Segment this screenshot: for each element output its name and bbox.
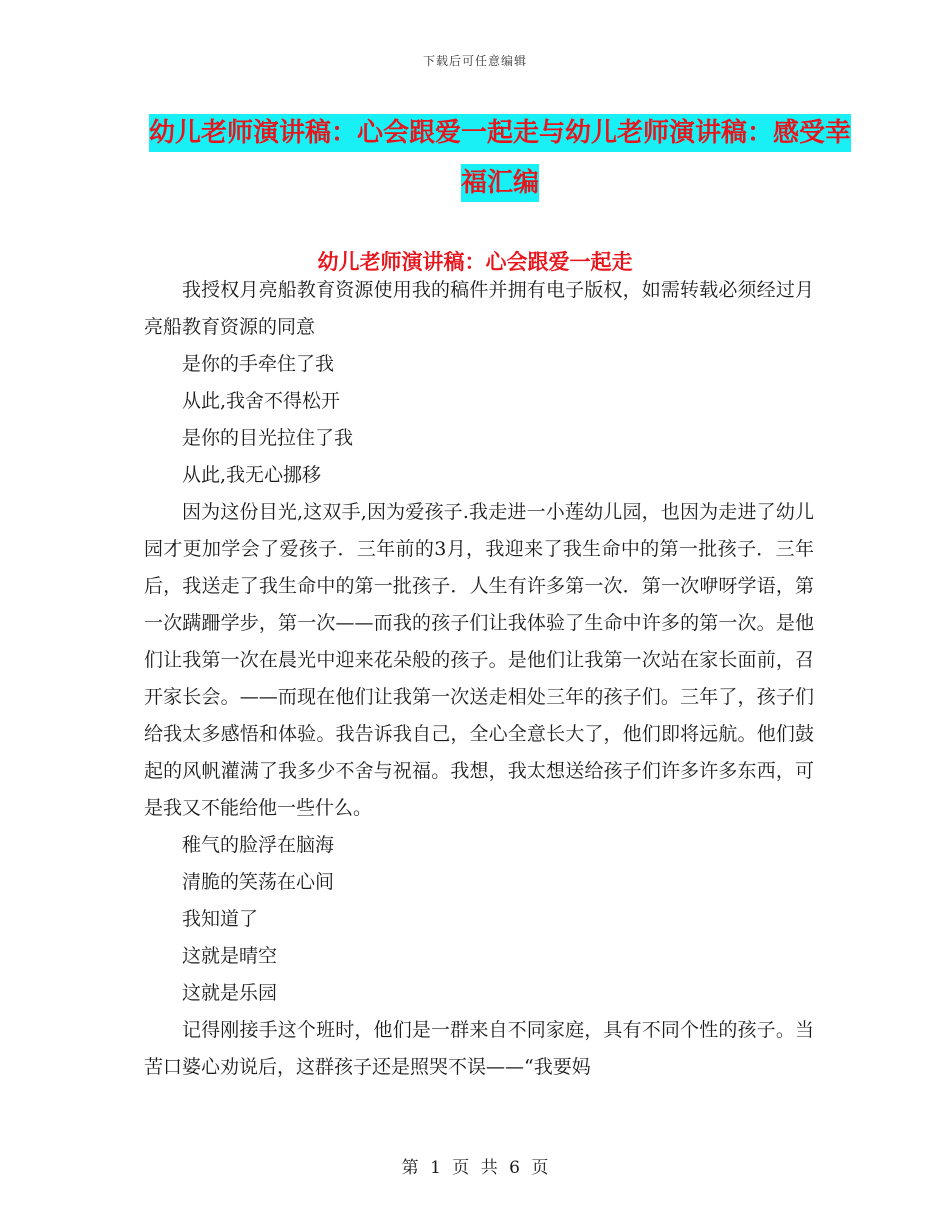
verse-line: 这就是晴空 [182, 945, 278, 967]
paragraph-main: 因为这份目光,这双手,因为爱孩子.我走进一小莲幼儿园，也因为走进了幼儿园才更加学会了爱孩子．三年前的3月，我迎来了我生命中的第一批孩子．三年后，我送走了我生命中的第一批孩子．人生有许多第一次．第一次咿呀学语，第一次蹒跚学步，第一次——而我的孩子们让我体验了生命中许多的第一次。是他们让我第一次在晨光中迎来花朵般的孩子。是他们让我第一次站在家长面前，召开家长会。——而现在他们让我第一次送走相处三年的孩子们。三年了，孩子们给我太多感悟和体验。我告诉我自己，全心全意长大了，他们即将远航。他们鼓起的风帆灌满了我多少不舍与祝福。我想，我太想送给孩子们许多许多东西，可是我又不能给他一些什么。 [144, 501, 814, 819]
page-number: 第 1 页 共 6 页 [401, 1158, 549, 1178]
verse-line: 是你的手牵住了我 [182, 353, 335, 375]
verse-line: 从此,我舍不得松开 [182, 390, 341, 412]
verse-line: 是你的目光拉住了我 [182, 427, 354, 449]
verse-line: 稚气的脸浮在脑海 [182, 834, 335, 856]
verse-line: 清脆的笑荡在心间 [182, 871, 335, 893]
verse-line: 从此,我无心挪移 [182, 464, 322, 486]
document-title-text: 幼儿老师演讲稿：心会跟爱一起走与幼儿老师演讲稿：感受幸福汇编 [149, 114, 851, 202]
body-text [144, 272, 814, 1086]
verse-line: 我知道了 [182, 908, 259, 930]
document-title [140, 108, 860, 208]
header-note: 下载后可任意编辑 [422, 54, 527, 68]
section-title: 幼儿老师演讲稿：心会跟爱一起走 [317, 250, 633, 274]
paragraph-memory: 记得刚接手这个班时，他们是一群来自不同家庭，具有不同个性的孩子。当苦口婆心劝说后，这群孩子还是照哭不误——“我要妈 [144, 1019, 814, 1078]
verse-line: 这就是乐园 [182, 982, 278, 1004]
paragraph-copyright: 我授权月亮船教育资源使用我的稿件并拥有电子版权，如需转载必须经过月亮船教育资源的同意 [144, 279, 814, 338]
